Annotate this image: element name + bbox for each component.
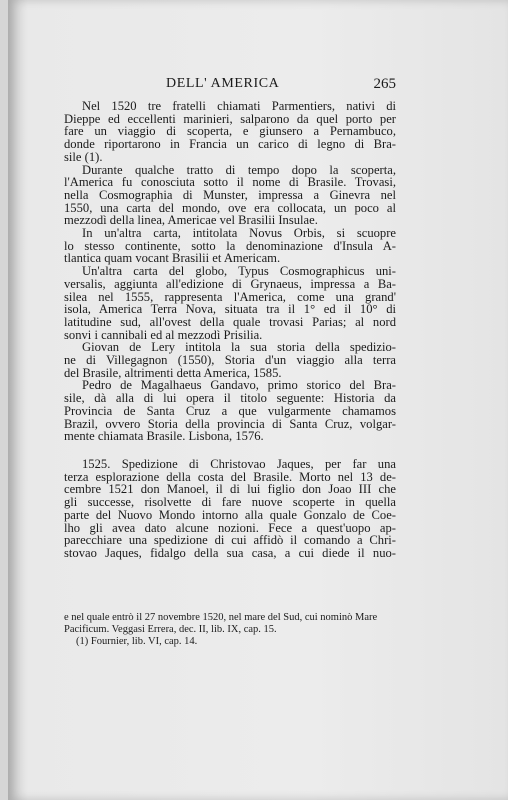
- body-text: [64, 100, 396, 560]
- text-line: Dieppe ed eccellenti marinieri, salparono da quel porto per: [64, 111, 396, 126]
- text-line: cembre 1521 don Manoel, il di lui figlio don Joao III che: [64, 482, 396, 497]
- text-line: silea nel 1555, rappresenta l'America, come una grand': [64, 289, 396, 304]
- paragraph: [64, 164, 396, 228]
- text-line: Durante qualche tratto di tempo dopo la scoperta,: [82, 162, 396, 177]
- footnote-line: Pacificum. Veggasi Errera, dec. II, lib. IX, cap. 15.: [64, 624, 277, 635]
- text-line: mezzodì della linea, Americae vel Brasilii Insulae.: [64, 213, 318, 228]
- text-line: versalis, aggiunta all'edizione di Grynaeus, impressa a Ba-: [64, 276, 396, 291]
- text-line: mente chiamata Brasile. Lisbona, 1576.: [64, 429, 264, 444]
- paragraph: [64, 227, 396, 265]
- text-line: Nel 1520 tre fratelli chiamati Parmentiers, nativi di: [82, 99, 396, 113]
- paragraph: [64, 379, 396, 443]
- text-line: Giovan de Lery intitola la sua storia della spedizio-: [82, 340, 396, 355]
- text-line: l'America fu conosciuta sotto il nome di Brasile. Trovasi,: [64, 175, 396, 190]
- text-line: lo stesso continente, sotto la denominazione d'Insula A-: [64, 238, 396, 253]
- text-line: terza esplorazione della costa del Brasile. Morto nel 13 de-: [64, 469, 396, 484]
- text-line: nella Cosmographia di Munster, impressa a Ginevra nel: [64, 187, 396, 202]
- page-number: 265: [373, 76, 396, 92]
- text-line: parte del Nuovo Mondo intorno alla quale Gonzalo de Coe-: [64, 507, 396, 522]
- book-page: [8, 0, 508, 800]
- text-line: Un'altra carta del globo, Typus Cosmographicus uni-: [82, 264, 396, 279]
- paragraph: [64, 265, 396, 341]
- footnote-line: e nel quale entrò il 27 novembre 1520, nel mare del Sud, cui nominò Mare: [64, 612, 378, 623]
- text-line: sile, dà alla di lui opera il titolo seguente: Historia da: [64, 391, 396, 406]
- text-line: fare un viaggio di scoperta, e giunsero a Pernambuco,: [64, 124, 396, 139]
- paragraph: [64, 341, 396, 379]
- paragraph: [64, 458, 396, 560]
- text-line: sile (1).: [64, 149, 103, 164]
- text-line: donde riportarono in Francia un carico di legno di Bra-: [64, 137, 396, 152]
- text-line: latitudine sud, all'ovest della quale trovasi Parias; al nord: [64, 314, 396, 329]
- text-line: Pedro de Magalhaeus Gandavo, primo storico del Bra-: [82, 378, 396, 393]
- text-line: Brazil, ovvero Storia della provincia di Santa Cruz, volgar-: [64, 416, 396, 431]
- text-line: Provincia de Santa Cruz a que vulgarmente chamamos: [64, 403, 396, 418]
- text-line: ne di Villegagnon (1550), Storia d'un viaggio alla terra: [64, 353, 396, 368]
- footnotes: [64, 612, 396, 648]
- section-gap: [64, 443, 396, 458]
- text-line: gli successe, risolvette di fare nuove scoperte in quella: [64, 495, 396, 510]
- text-line: 1525. Spedizione di Christovao Jaques, per far una: [82, 456, 396, 471]
- running-title: DELL' AMERICA: [166, 76, 280, 91]
- text-line: 1550, una carta del mondo, ove era collocata, un poco al: [64, 200, 396, 215]
- text-line: tlantica quam vocant Brasilii et Americam.: [64, 251, 281, 266]
- text-line: parecchiare una spedizione di cui affidò il comando a Chri-: [64, 533, 396, 548]
- page-header: [60, 76, 396, 96]
- text-line: del Brasile, altrimenti detta America, 1585.: [64, 365, 282, 380]
- text-line: stovao Jaques, fidalgo della sua casa, a cui diede il nuo-: [64, 545, 396, 560]
- text-line: In un'altra carta, intitolata Novus Orbis, si scuopre: [82, 226, 396, 241]
- text-line: lho gli avea dato alcune nozioni. Fece a quest'uopo ap-: [64, 520, 396, 535]
- text-line: isola, America Terra Nova, situata tra il 1° ed il 10° di: [64, 302, 396, 317]
- text-line: sonvi i cannibali ed al mezzodì Prisilia.: [64, 327, 263, 342]
- paragraph: [64, 100, 396, 164]
- footnote-line: (1) Fournier, lib. VI, cap. 14.: [76, 636, 198, 647]
